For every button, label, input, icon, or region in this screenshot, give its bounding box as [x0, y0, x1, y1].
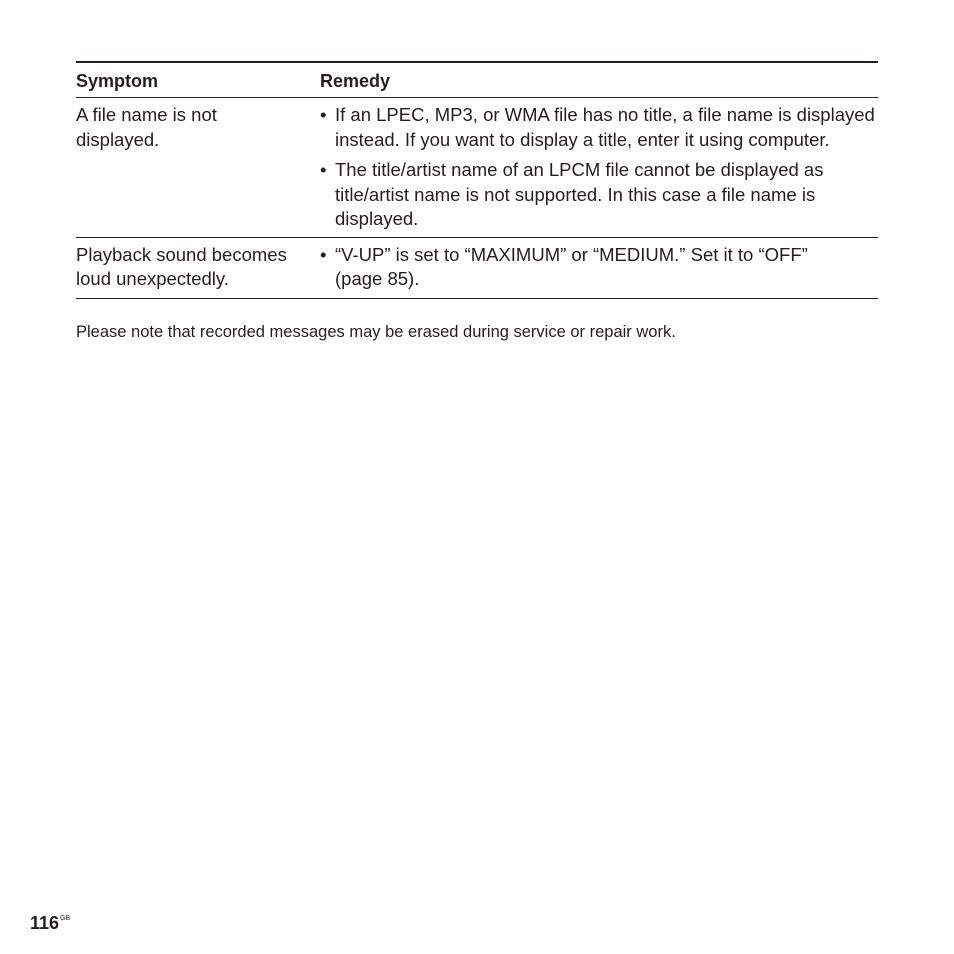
remedy-cell — [320, 243, 878, 292]
region-code: GB — [60, 915, 71, 922]
remedy-text: The title/artist name of an LPCM file cannot be displayed as title/artist name is not supported. In this case a file name is displayed. — [335, 159, 824, 229]
troubleshooting-table — [76, 61, 878, 299]
symptom-cell: Playback sound becomes loud unexpectedly. — [76, 243, 287, 289]
service-note: Please note that recorded messages may be erased during service or repair work. — [76, 323, 676, 341]
page-number-value: 116 — [30, 913, 60, 933]
remedy-text: “V-UP” is set to “MAXIMUM” or “MEDIUM.” Set it to “OFF” (page 85). — [335, 243, 808, 289]
remedy-text: If an LPEC, MP3, or WMA file has no title, a file name is displayed instead. If you want to display a title, enter it using computer. — [335, 104, 875, 150]
header-remedy: Remedy — [320, 71, 391, 91]
table-row — [76, 98, 878, 238]
symptom-cell: A file name is not displayed. — [76, 104, 217, 150]
remedy-list-item — [320, 243, 878, 292]
bullet-icon: • — [320, 243, 327, 265]
remedy-cell — [320, 103, 878, 232]
page-number — [30, 907, 70, 935]
remedy-list-item — [320, 103, 878, 152]
bullet-icon: • — [320, 159, 327, 180]
table-row — [76, 238, 878, 299]
table-header-row — [76, 63, 878, 98]
remedy-list-item — [320, 158, 878, 232]
header-symptom: Symptom — [76, 71, 159, 91]
bullet-icon: • — [320, 104, 327, 125]
